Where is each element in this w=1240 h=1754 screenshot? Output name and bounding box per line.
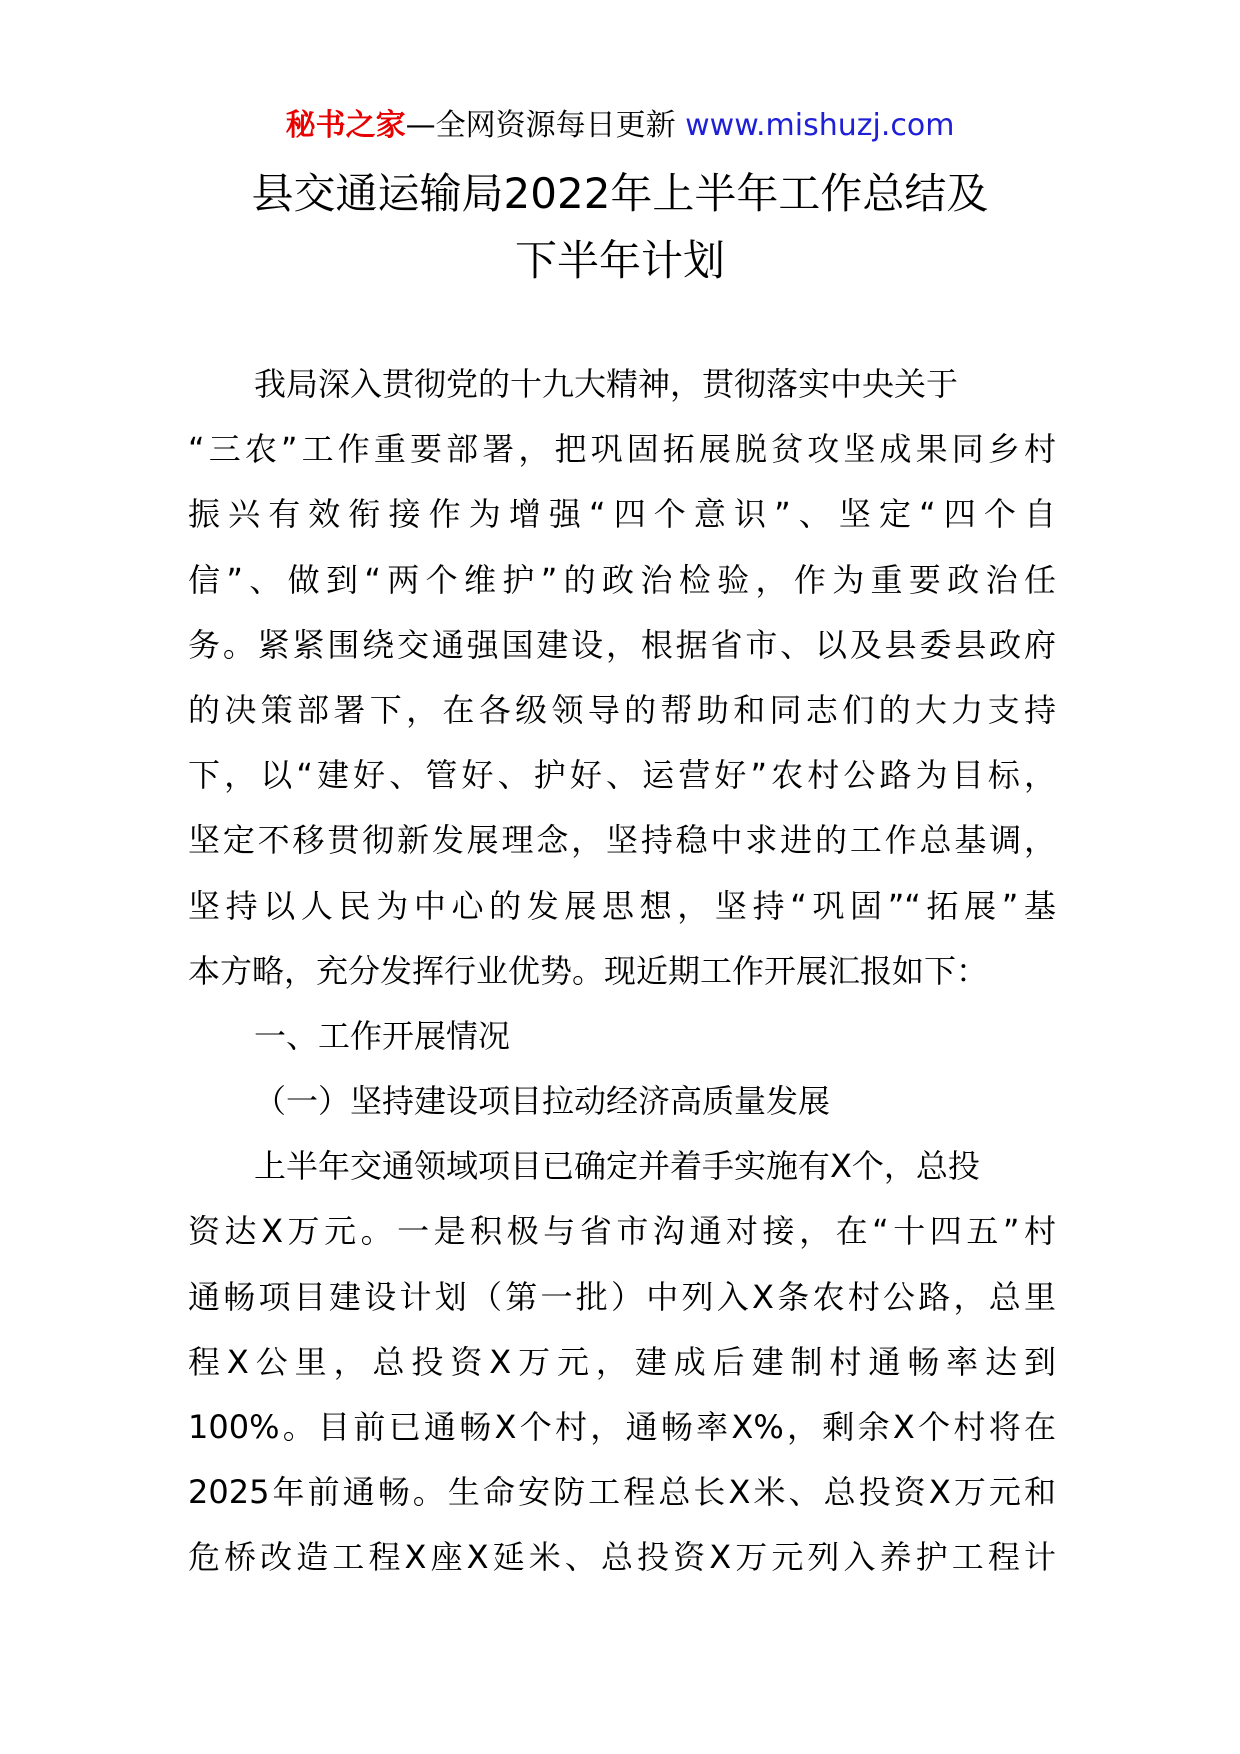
body-line: 信”、做到“两个维护”的政治检验，作为重要政治任 xyxy=(188,560,1056,599)
body-line: 危桥改造工程X座X延米、总投资X万元列入养护工程计 xyxy=(188,1538,1056,1577)
body-line: 坚持以人民为中心的发展思想，坚持“巩固”“拓展”基 xyxy=(188,886,1056,925)
body-line: “三农”工作重要部署，把巩固拓展脱贫攻坚成果同乡村 xyxy=(188,430,1056,469)
body-line: 上半年交通领域项目已确定并着手实施有X个，总投 xyxy=(254,1147,980,1186)
site-header xyxy=(0,104,1240,148)
title-line-1: 县交通运输局2022年上半年工作总结及 xyxy=(251,169,989,218)
document-title xyxy=(0,160,1240,294)
body-line: 本方略，充分发挥行业优势。现近期工作开展汇报如下： xyxy=(188,951,989,990)
document-body xyxy=(188,352,1056,1591)
body-line: 坚定不移贯彻新发展理念，坚持稳中求进的工作总基调， xyxy=(188,821,1056,860)
body-line: 程X公里，总投资X万元，建成后建制村通畅率达到 xyxy=(188,1342,1056,1381)
section-heading: 一、工作开展情况 xyxy=(254,1016,511,1055)
body-line: 的决策部署下，在各级领导的帮助和同志们的大力支持 xyxy=(188,690,1056,729)
site-brand: 秘书之家 xyxy=(285,108,406,143)
site-url[interactable]: www.mishuzj.com xyxy=(685,108,955,143)
body-line: 2025年前通畅。生命安防工程总长X米、总投资X万元和 xyxy=(188,1473,1056,1512)
body-line: 振兴有效衔接作为增强“四个意识”、坚定“四个自 xyxy=(188,495,1056,534)
subsection-heading: （一）坚持建设项目拉动经济高质量发展 xyxy=(254,1082,831,1121)
body-line: 资达X万元。一是积极与省市沟通对接，在“十四五”村 xyxy=(188,1212,1056,1251)
body-line: 务。紧紧围绕交通强国建设，根据省市、以及县委县政府 xyxy=(188,625,1056,664)
site-slogan: —全网资源每日更新 xyxy=(405,108,676,143)
body-line: 下，以“建好、管好、护好、运营好”农村公路为目标， xyxy=(188,756,1056,795)
title-line-2: 下半年计划 xyxy=(514,236,725,285)
body-line: 我局深入贯彻党的十九大精神，贯彻落实中央关于 xyxy=(254,365,959,403)
body-line: 通畅项目建设计划（第一批）中列入X条农村公路，总里 xyxy=(188,1277,1056,1316)
body-line: 100%。目前已通畅X个村，通畅率X%，剩余X个村将在 xyxy=(188,1408,1056,1446)
